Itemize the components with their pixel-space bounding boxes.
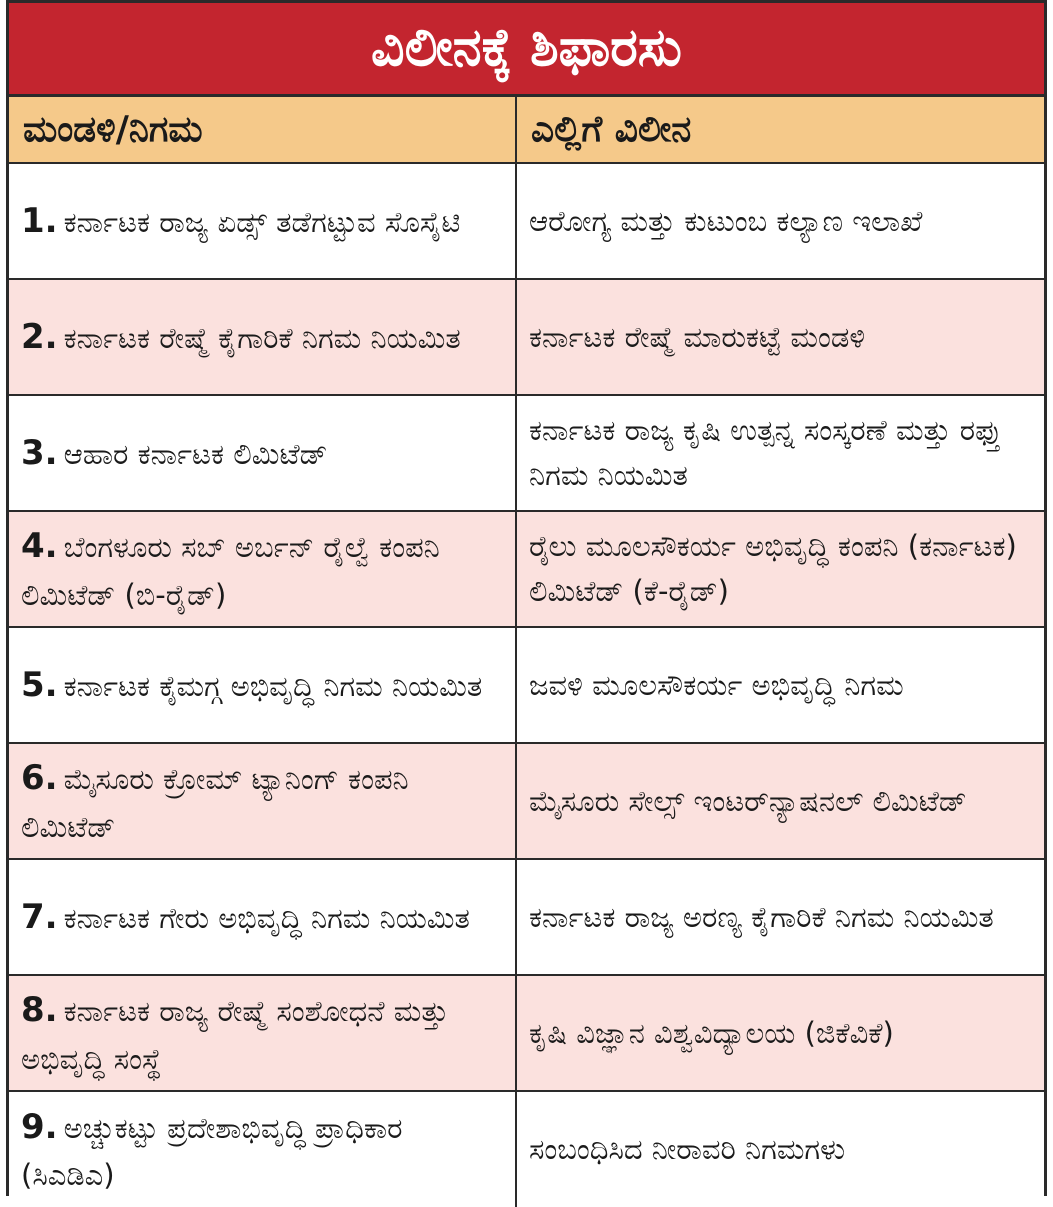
from-cell	[9, 975, 516, 1091]
row-number: 9.	[21, 1106, 58, 1147]
to-cell	[516, 627, 1044, 743]
row-number: 7.	[21, 896, 58, 937]
from-text: ಕರ್ನಾಟಕ ರಾಜ್ಯ ಏಡ್ಸ್ ತಡೆಗಟ್ಟುವ ಸೊಸೈಟಿ	[63, 204, 461, 239]
table-row	[9, 859, 1044, 975]
table-row	[9, 279, 1044, 395]
row-number: 8.	[21, 990, 58, 1031]
to-text: ಕರ್ನಾಟಕ ರಾಜ್ಯ ಅರಣ್ಯ ಕೈಗಾರಿಕೆ ನಿಗಮ ನಿಯಮಿತ	[529, 899, 994, 934]
from-cell	[9, 627, 516, 743]
from-text: ಮೈಸೂರು ಕ್ರೋಮ್ ಟ್ಯಾನಿಂಗ್ ಕಂಪನಿ ಲಿಮಿಟೆಡ್	[21, 762, 409, 844]
from-text: ಕರ್ನಾಟಕ ರಾಜ್ಯ ರೇಷ್ಮೆ ಸಂಶೋಧನೆ ಮತ್ತು ಅಭಿವೃದ್ಧಿ ಸಂಸ್ಥೆ	[21, 994, 449, 1076]
to-cell	[516, 975, 1044, 1091]
from-cell	[9, 743, 516, 859]
from-cell	[9, 1091, 516, 1207]
from-cell	[9, 279, 516, 395]
table-row	[9, 163, 1044, 279]
from-text: ಕರ್ನಾಟಕ ಗೇರು ಅಭಿವೃದ್ಧಿ ನಿಗಮ ನಿಯಮಿತ	[63, 900, 470, 935]
to-text: ಕೃಷಿ ವಿಜ್ಞಾನ ವಿಶ್ವವಿದ್ಯಾಲಯ (ಜಿಕೆವಿಕೆ)	[529, 1015, 894, 1050]
to-text: ಮೈಸೂರು ಸೇಲ್ಸ್ ಇಂಟರ್‌ನ್ಯಾಷನಲ್ ಲಿಮಿಟೆಡ್	[529, 783, 967, 818]
from-cell	[9, 163, 516, 279]
header-merge-into: ಎಲ್ಲಿಗೆ ವಿಲೀನ	[516, 97, 1044, 163]
merger-table	[9, 97, 1044, 1207]
from-text: ಕರ್ನಾಟಕ ರೇಷ್ಮೆ ಕೈಗಾರಿಕೆ ನಿಗಮ ನಿಯಮಿತ	[63, 320, 461, 355]
from-cell	[9, 859, 516, 975]
from-text: ಆಹಾರ ಕರ್ನಾಟಕ ಲಿಮಿಟೆಡ್	[63, 436, 328, 471]
from-cell	[9, 395, 516, 511]
to-cell	[516, 743, 1044, 859]
from-text: ಬೆಂಗಳೂರು ಸಬ್ ಅರ್ಬನ್ ರೈಲ್ವೆ ಕಂಪನಿ ಲಿಮಿಟೆಡ್ (ಬಿ-ರೈಡ್)	[21, 530, 440, 612]
from-text: ಅಚ್ಚುಕಟ್ಟು ಪ್ರದೇಶಾಭಿವೃದ್ಧಿ ಪ್ರಾಧಿಕಾರ (ಸಿಎಡಿಎ)	[21, 1110, 403, 1193]
to-text: ಕರ್ನಾಟಕ ರಾಜ್ಯ ಕೃಷಿ ಉತ್ಪನ್ನ ಸಂಸ್ಕರಣೆ ಮತ್ತು ರಫ್ತು ನಿಗಮ ನಿಯಮಿತ	[529, 413, 1002, 492]
table-header-row	[9, 97, 1044, 163]
table-row	[9, 975, 1044, 1091]
to-cell	[516, 511, 1044, 627]
to-text: ಆರೋಗ್ಯ ಮತ್ತು ಕುಟುಂಬ ಕಲ್ಯಾಣ ಇಲಾಖೆ	[529, 203, 923, 238]
to-cell	[516, 859, 1044, 975]
to-cell	[516, 163, 1044, 279]
to-cell	[516, 279, 1044, 395]
row-number: 5.	[21, 664, 58, 705]
to-text: ರೈಲು ಮೂಲಸೌಕರ್ಯ ಅಭಿವೃದ್ಧಿ ಕಂಪನಿ (ಕರ್ನಾಟಕ) ಲಿಮಿಟೆಡ್ (ಕೆ-ರೈಡ್)	[529, 529, 1017, 608]
table-row	[9, 743, 1044, 859]
row-number: 1.	[21, 200, 58, 241]
table-row	[9, 511, 1044, 627]
table-row	[9, 1091, 1044, 1207]
card-title: ವಿಲೀನಕ್ಕೆ ಶಿಫಾರಸು	[9, 3, 1044, 97]
from-text: ಕರ್ನಾಟಕ ಕೈಮಗ್ಗ ಅಭಿವೃದ್ಧಿ ನಿಗಮ ನಿಯಮಿತ	[63, 668, 483, 703]
table-row	[9, 627, 1044, 743]
to-cell	[516, 1091, 1044, 1207]
merger-recommendation-card	[6, 0, 1047, 1196]
to-cell	[516, 395, 1044, 511]
table-row	[9, 395, 1044, 511]
to-text: ಕರ್ನಾಟಕ ರೇಷ್ಮೆ ಮಾರುಕಟ್ಟೆ ಮಂಡಳಿ	[529, 319, 866, 354]
to-text: ಜವಳಿ ಮೂಲಸೌಕರ್ಯ ಅಭಿವೃದ್ಧಿ ನಿಗಮ	[529, 667, 904, 702]
row-number: 2.	[21, 316, 58, 357]
row-number: 3.	[21, 432, 58, 473]
to-text: ಸಂಬಂಧಿಸಿದ ನೀರಾವರಿ ನಿಗಮಗಳು	[529, 1132, 846, 1167]
row-number: 6.	[21, 758, 58, 799]
row-number: 4.	[21, 526, 58, 567]
from-cell	[9, 511, 516, 627]
header-board-corporation: ಮಂಡಳಿ/ನಿಗಮ	[9, 97, 516, 163]
